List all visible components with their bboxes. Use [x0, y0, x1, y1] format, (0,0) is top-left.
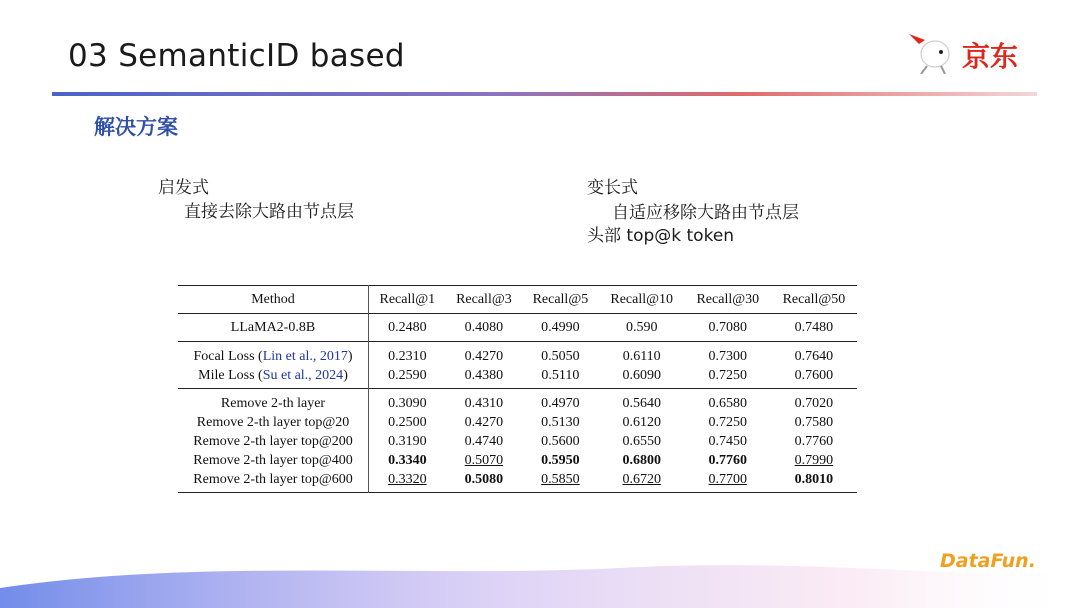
value-cell: 0.7480: [794, 319, 834, 335]
value-cell: 0.6120: [622, 414, 661, 430]
value-cell: 0.5640: [622, 395, 661, 411]
slide-title: 03 SemanticID based: [68, 38, 405, 74]
method-cell: Remove 2-th layer top@600: [178, 470, 369, 493]
value-cell: 0.5110: [541, 367, 580, 383]
value-cell: 0.7250: [708, 414, 748, 430]
value-cell: 0.4970: [541, 395, 580, 411]
title-divider: [52, 92, 1037, 96]
method-cell: [178, 342, 369, 367]
right-line-1: 自适应移除大路由节点层: [612, 203, 799, 223]
method-cell: Remove 2-th layer: [178, 389, 369, 414]
value-cell-best: 0.5950: [541, 452, 580, 468]
method-cell: LLaMA2-0.8B: [178, 314, 369, 342]
method-cell: Remove 2-th layer top@200: [178, 432, 369, 451]
value-cell-second: 0.6720: [622, 471, 661, 487]
value-cell-best: 0.7760: [708, 452, 748, 468]
value-cell: 0.6550: [622, 433, 661, 449]
method-cell: Remove 2-th layer top@400: [178, 451, 369, 470]
citation-link[interactable]: Lin et al., 2017: [262, 348, 348, 364]
column-header: Recall@10: [610, 291, 674, 307]
value-cell: 0.3190: [388, 433, 427, 449]
left-heading: 启发式: [158, 178, 209, 198]
table-header-row: [178, 286, 857, 314]
value-cell: 0.4270: [464, 414, 504, 430]
table-row: [178, 389, 857, 414]
method-cell: Remove 2-th layer top@20: [178, 413, 369, 432]
value-cell-second: 0.3320: [388, 471, 427, 487]
value-cell: 0.6580: [708, 395, 748, 411]
left-line: 直接去除大路由节点层: [184, 202, 354, 222]
table-row: [178, 470, 857, 493]
value-cell-second: 0.7990: [794, 452, 834, 468]
table-row: [178, 432, 857, 451]
value-cell-second: 0.5070: [464, 452, 504, 468]
citation-link[interactable]: Su et al., 2024: [262, 367, 344, 383]
jd-logo-text: 京东: [962, 40, 1019, 73]
value-cell-best: 0.3340: [388, 452, 427, 468]
value-cell: 0.4270: [464, 348, 504, 364]
column-header: Recall@50: [782, 291, 846, 307]
method-close: ): [347, 348, 353, 364]
value-cell: 0.7450: [708, 433, 748, 449]
value-cell: 0.2480: [388, 319, 427, 335]
value-cell: 0.2590: [388, 367, 427, 383]
table-row: [178, 366, 857, 389]
section-subtitle: 解决方案: [94, 115, 178, 139]
value-cell: 0.4380: [464, 367, 504, 383]
value-cell: 0.3090: [388, 395, 427, 411]
results-table-container: [178, 285, 857, 493]
value-cell: 0.7760: [794, 433, 834, 449]
method-text: Focal Loss (: [193, 348, 263, 364]
column-header: Recall@1: [379, 291, 436, 307]
table-row: [178, 314, 857, 342]
value-cell: 0.2500: [388, 414, 427, 430]
value-cell: 0.4080: [464, 319, 504, 335]
value-cell: 0.5130: [541, 414, 580, 430]
column-header: Recall@5: [532, 291, 589, 307]
value-cell: 0.7580: [794, 414, 834, 430]
decorative-wave: [0, 528, 1080, 608]
value-cell: 0.4310: [464, 395, 504, 411]
value-cell: 0.4990: [541, 319, 580, 335]
value-cell-second: 0.7700: [708, 471, 748, 487]
value-cell: 0.5600: [541, 433, 580, 449]
value-cell: 0.7250: [708, 367, 748, 383]
table-row: [178, 413, 857, 432]
value-cell: 0.7020: [794, 395, 834, 411]
value-cell: 0.6110: [622, 348, 661, 364]
value-cell: 0.7600: [794, 367, 834, 383]
value-cell-best: 0.5080: [464, 471, 504, 487]
value-cell-best: 0.6800: [622, 452, 661, 468]
value-cell: 0.4740: [464, 433, 504, 449]
column-header: Recall@30: [696, 291, 760, 307]
value-cell-best: 0.8010: [794, 471, 834, 487]
column-header: Recall@3: [456, 291, 512, 307]
value-cell: 0.2310: [388, 348, 427, 364]
column-header: Method: [178, 286, 369, 314]
value-cell: 0.590: [625, 319, 658, 335]
right-line-2: 头部 top@k token: [587, 226, 735, 246]
right-heading: 变长式: [587, 178, 638, 198]
value-cell: 0.6090: [622, 367, 661, 383]
results-table: [178, 285, 857, 493]
value-cell: 0.7080: [708, 319, 748, 335]
value-cell: 0.7640: [794, 348, 834, 364]
method-text: Mile Loss (: [198, 367, 263, 383]
datafun-logo: DataFun.: [940, 550, 1036, 572]
table-row: [178, 451, 857, 470]
table-row: [178, 342, 857, 367]
method-close: ): [343, 367, 348, 383]
value-cell: 0.5050: [541, 348, 580, 364]
method-cell: [178, 366, 369, 389]
value-cell: 0.7300: [708, 348, 748, 364]
value-cell-second: 0.5850: [541, 471, 580, 487]
